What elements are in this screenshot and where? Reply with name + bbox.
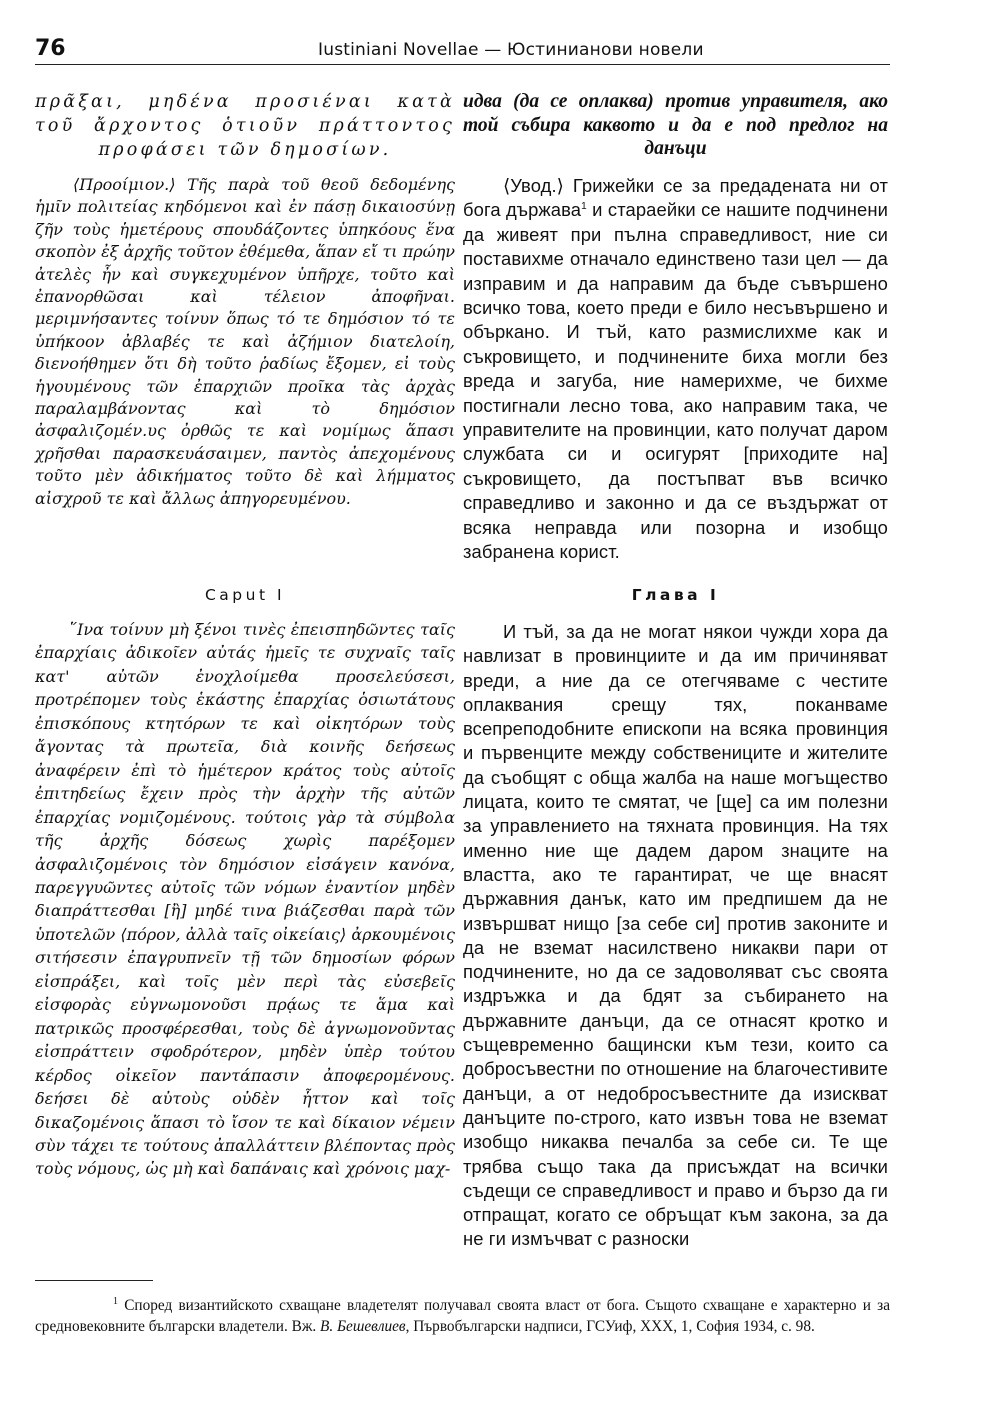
- page-number: 76: [35, 36, 66, 61]
- footnote-mark: 1: [113, 1295, 118, 1307]
- footnote-author: В. Бешевлиев: [320, 1318, 406, 1335]
- greek-chapter-heading: Caput I: [204, 586, 286, 604]
- bulgarian-introduction: [463, 174, 888, 565]
- bulgarian-chapter-body: [463, 620, 888, 1252]
- greek-section-title: πρᾶξαι, μηδένα προσιέναι κατὰ τοῦ ἄρχοντος ὁτιοῦν πράττοντος προφάσει τῶν δημοσίων.: [35, 92, 455, 160]
- footnote-reference: 1: [581, 201, 587, 213]
- greek-chapter-text: ῞Ινα τοίνυν μὴ ξένοι τινὲς ἐπεισπηδῶντες ταῖς ἐπαρχίαις ἀδικοῖεν αὐτάς ἡμεῖς τε συχναῖς ταῖς κατ' αὐτῶν ἐνοχλοίμεθα προσελεύσεσι, προτρέπομεν τοὺς ἑκάστης ἐπαρχίας ὁσιωτάτους ἐπισκόπους κτητόρων τε καὶ οἰκητόρων τοὺς ἄγοντας τὰ πρωτεῖα, διὰ κοινῆς δεήσεως ἀναφέρειν ἐπὶ τὸ ἡμέτερον κράτος τοὺς αὐτοῖς ἐπιτηδείως ἔχειν πρὸς τὴν ἀρχὴν τῆς αὐτῶν ἐπαρχίας νομιζομένους. τούτοις γὰρ τὰ σύμβολα τῆς ἀρχῆς δόσεως χωρὶς παρέξομεν ἀσφαλιζομένοις τὸν δημόσιον εἰσάγειν κανόνα, παρεγγυῶντες αὐτοῖς τῶν νόμων ἐναντίον μηδὲν διαπράττεσθαι [ἢ] μηδέ τινα βιάζεσθαι παρὰ τῶν ὑποτελῶν ⟨πόρον, ἀλλὰ ταῖς οἰκείαις⟩ ἀρκουμένοις σιτήσεσιν ἐπαγρυπνεῖν τῇ τῶν δημοσίων φόρων εἰσπράξει, καὶ τοῖς μὲν περὶ τὰς εὐσεβεῖς εἰσφορὰς εὐγνωμονοῦσι πρᾴως τε ἅμα καὶ πατρικῶς προσφέρεσθαι, τοὺς δὲ ἀγνωμονοῦντας εἰσπράττειν σφοδρότερον, μηδὲν ὑπὲρ τούτου κέρδος οἰκεῖον παντάπασιν ἀποφερομένους. δεήσει δὲ αὐτοὺς οὐδὲν ἧττον καὶ τοῖς δικαζομένοις ἅπασι τὸ ἴσον τε καὶ δίκαιον νέμειν σὺν τάχει τε τούτους ἀπαλλάττειν βλέποντας πρὸς τοὺς νόμους, ὡς μὴ καὶ δαπάναις καὶ χρόνοις μαχ-: [35, 620, 455, 1179]
- greek-prooemium: ⟨Προοίμιον.⟩ Τῆς παρὰ τοῦ θεοῦ δεδομένης ἡμῖν πολιτείας κηδόμενοι καὶ ἐν πάσῃ δικαιοσύνῃ ζῆν τοὺς ἡμετέρους σπουδάζοντες ὑπηκόους ἕνα σκοπὸν ἐξ ἀρχῆς τοῦτον ἐθέμεθα, ἅπαν εἴ τι πρώην ἀτελὲς ἦν καὶ συγκεχυμένον ὑπῆρχε, τοῦτο καὶ ἐπανορθῶσαι καὶ τέλειον ἀποφῆναι. μεριμνήσαντες τοίνυν ὅπως τό τε δημόσιον τό τε ὑπήκοον ἀβλαβές τε καὶ ἀζήμιον διατελοίη, διενοήθημεν ὅτι δὴ τοῦτο ῥαδίως ἔξομεν, εἰ τοὺς ἡγουμένους τῶν ἐπαρχιῶν προῖκα τὰς ἀρχὰς παραλαμβάνοντας καὶ τὸ δημόσιον ἀσφαλιζομέν.υς ὀρθῶς τε καὶ νομίμως ἅπασι χρῆσθαι παρασκευάσαιμεν, παντὸς ἀπεχομένους τοῦτο μὲν ἀδικήματος τοῦτο δὲ καὶ λήμματος αἰσχροῦ τε καὶ ἄλλως ἀπηγορευμένου.: [35, 175, 455, 508]
- bulgarian-chapter-heading: Глава I: [631, 586, 720, 604]
- footnote-divider: [35, 1280, 153, 1281]
- greek-chapter-body: [35, 618, 455, 1181]
- bulgarian-chapter-text: И тъй, за да не могат някои чужди хора да навлизат в провинциите и да им причиняват вреди, а ние да се отегчяваме с честите оплаквания срещу тях, поканваме всепреподобните епископи на всяка провинция и първенците между собствениците и жителите да съобщят с обща жалба на наше могъщество лицата, които те смятат, че [ще] са им полезни за управлението на тяхната провинция. На тях именно ние ще дадем даром знаците на властта, ако те гарантират, че ще внасят държавния данък, като им предпишем да не извършват нищо [за себе си] против законите и да не вземат насилствено никакви пари от подчинените, но да се задоволяват със своята издръжка и да бдят за събирането на държавните данъци, да се отнасят кротко и същевременно бащински към тези, които са добросъвестни по отношение на благочестивите данъци, а от недобросъвестните да изискват данъците по-строго, като извън това не вземат изобщо никаква печалба за себе си. Те ще трябва също така да присъждат на всички съдещи се справедливост и право и бързо да ги отпращат, когато се обръщат към закона, за да не ги измъчват с разноски: [463, 621, 888, 1250]
- bulgarian-intro-start: ⟨Увод.⟩ Грижейки се за предадената ни от бога държава: [463, 175, 888, 221]
- bulgarian-intro-rest: и стараейки се нашите подчинени да живеят при пълна справедливост, ние си поставихме отначало единствено тази цел — да изправим и да направим да бъде съвършено всичко това, което преди е било несъвършено и объркано. И тъй, като размислихме как и съкровището, и подчинените биха могли без вреда и загуба, ние намерихме, че бихме постигнали лесно това, ако направим така, че управителите на провинции, като получат даром службата си и осигурят [приходите на] съкровището, да постъпват във всичко справедливо и законно и да се въздържат от всяка неправда или позорна и изобщо забранена корист.: [463, 199, 888, 563]
- footnote-text-start: Според византийското схващане владетелят получавал своята власт от бога. Същото схващане е характерно и за средновековните български владетели. Вж.: [35, 1297, 890, 1335]
- page-header: [35, 30, 890, 65]
- running-title: Iustiniani Novellae — Юстинианови новели: [318, 40, 704, 60]
- footnote-text-end: , Първобългарски надписи, ГСУиф, XXX, 1, София 1934, с. 98.: [405, 1318, 815, 1335]
- bulgarian-section-title: идва (да се оплаква) против управителя, ако той събира каквото и да е под предлог на данъци: [463, 91, 888, 159]
- greek-column: [35, 90, 455, 510]
- footnote: [35, 1295, 890, 1337]
- bulgarian-column: [463, 90, 888, 565]
